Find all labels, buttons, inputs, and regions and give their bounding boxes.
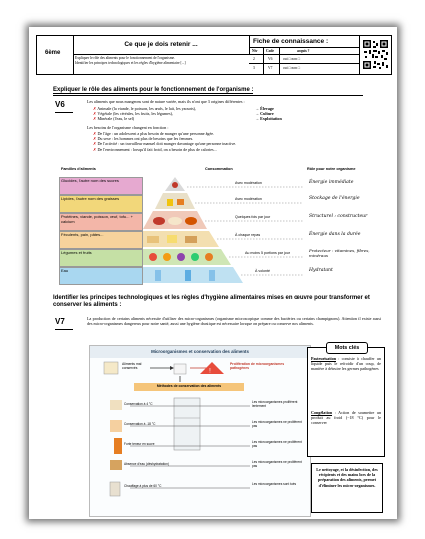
cross-bullet-icon: ✗ bbox=[93, 111, 97, 117]
section-2-code: V7 bbox=[55, 317, 73, 330]
col-role: Rôle pour notre organisme bbox=[307, 167, 356, 171]
section-1-heading: Expliquer le rôle des aliments pour le fonctionnement de l'organisme : bbox=[53, 87, 254, 93]
cross-bullet-icon: ✗ bbox=[93, 141, 97, 147]
micro-diagram bbox=[89, 345, 311, 517]
conso-proteines: Quelques fois par jour bbox=[235, 215, 271, 219]
section-2-heading: Identifier les principes technologiques et les règles d'hygiène alimentaires mises en œuvre pour transformer et conserver les aliments : bbox=[53, 295, 370, 308]
result-sucre: Les microorganismes ne prolifèrent pas bbox=[252, 440, 302, 448]
keywords-box bbox=[307, 347, 385, 457]
role-lipides: Stockage de l'énergie bbox=[309, 196, 360, 201]
header-table bbox=[36, 35, 392, 75]
conso-legumes: Au moins 5 portions par jour bbox=[245, 251, 290, 255]
grade-label: 6ème bbox=[45, 50, 61, 56]
col-acquis: acquis ? bbox=[297, 49, 310, 53]
def-congelation: Congélation : Action de soumettre un produit au froid (−18 °C) pour le conserver bbox=[311, 410, 382, 426]
method-18c: Conservation à -18 °C bbox=[124, 422, 156, 426]
row-1-code: V6 bbox=[268, 57, 273, 61]
conso-lipides: Avec modération bbox=[235, 197, 262, 201]
role-glucides: Énergie immédiate bbox=[309, 180, 354, 185]
hygiene-box bbox=[311, 463, 383, 513]
cross-bullet-icon: ✗ bbox=[93, 136, 97, 142]
family-lipides: Lipides, l'autre nom des graisses bbox=[59, 195, 143, 213]
cross-bullet-icon: ✗ bbox=[93, 146, 97, 152]
source-exploitation: Exploitation bbox=[260, 116, 282, 122]
origin-animal: ✗ Animale (la viande, le poisson, les œufs, le lait, les yaourts), bbox=[93, 106, 197, 111]
origin-sources: → Élevage → Culture → Exploitation bbox=[255, 106, 282, 122]
cross-bullet-icon: ✗ bbox=[93, 106, 97, 111]
micro-top-right: Prolifération de microorganismes pathogènes bbox=[230, 362, 285, 370]
family-eau: Eau bbox=[59, 267, 143, 285]
col-conso: Consommation bbox=[205, 167, 233, 171]
qr-code-icon bbox=[362, 39, 389, 70]
method-chauffage: Chauffage à plus de 60 °C bbox=[124, 484, 162, 488]
family-legumes-fruits: Légumes et fruits bbox=[59, 249, 143, 267]
document-page bbox=[29, 27, 397, 519]
objective-1: Expliquer le rôle des aliments pour le fonctionnement de l'organisme. bbox=[75, 56, 175, 60]
family-proteines: Protéines, viande, poisson, œuf, tofu... + calcium bbox=[59, 213, 143, 231]
conso-glucides: Avec modération bbox=[235, 181, 262, 185]
food-pyramid bbox=[55, 167, 379, 287]
role-eau: Hydratant bbox=[309, 268, 333, 273]
needs-intro: Les besoins de l'organisme changent en fonction : bbox=[87, 125, 169, 130]
section-1-code: V6 bbox=[55, 100, 73, 113]
keywords-title: Mots clés bbox=[326, 342, 368, 354]
method-sucre: Forte teneur en sucre bbox=[124, 442, 155, 446]
page-title: Ce que je dois retenir ... bbox=[124, 41, 198, 48]
cross-bullet-icon: ✗ bbox=[93, 131, 97, 136]
origin-mineral: ✗ Minérale (l'eau, le sel) bbox=[93, 116, 135, 122]
source-elevage: Élevage bbox=[260, 106, 274, 111]
col-niv: Niv bbox=[252, 49, 258, 53]
micro-title: Microorganismes et conservation des aliments bbox=[151, 349, 249, 354]
cross-bullet-icon: ✗ bbox=[93, 116, 97, 122]
role-legumes: Protecteur : vitamines, fibres, minéraux bbox=[309, 248, 370, 258]
micro-top-left: Aliments mal conservés bbox=[122, 362, 142, 370]
method-deshydratation: Absence d'eau (déshydratation) bbox=[124, 462, 169, 466]
result-18c: Les microorganismes ne prolifèrent pas bbox=[252, 420, 302, 428]
row-2-code: V7 bbox=[268, 66, 273, 70]
conso-feculents: À chaque repas bbox=[235, 233, 261, 237]
section-2-text: La production de certains aliments nécessite d'utiliser des micro-organismes (organisme microscopique comme des bactéries ou certains champignons). Attention il existe aussi des micro-organismes dangereux pour notre santé, aussi une hygiène drastique est nécessaire lorsque on prépare ou conserve nos aliments. bbox=[87, 316, 381, 327]
result-chauffage: Les microorganismes sont tués bbox=[252, 482, 297, 486]
origin-vegetal: ✗ Végétale (les céréales, les fruits, les légumes), bbox=[93, 111, 173, 117]
row-2-niv: 3 bbox=[253, 66, 255, 70]
svg-text:!: ! bbox=[209, 368, 211, 375]
conso-eau: À volonté bbox=[255, 269, 270, 273]
needs-list: ✗ De l'âge : un adolescent a plus besoin de manger qu'une personne âgée. ✗ Du sexe : les hommes ont plus de besoins que les femmes. ✗ De l'activité : un travailleur manuel doit manger davantage qu'une personne inactive. ✗ De l'environnement : lorsqu'il fait froid, on a besoin de plus de calories... bbox=[93, 131, 237, 152]
row-1-acquis[interactable]: oui □ non □ bbox=[283, 57, 301, 61]
row-2-acquis[interactable]: oui □ non □ bbox=[283, 66, 301, 70]
col-families: Familles d'aliments bbox=[61, 167, 96, 171]
fiche-title: Fiche de connaissance : bbox=[253, 38, 329, 45]
method-4c: Conservation à 4 °C bbox=[124, 402, 153, 406]
result-4c: Les microorganismes prolifèrent lentement bbox=[252, 400, 298, 408]
row-1-niv: 2 bbox=[253, 57, 255, 61]
micro-methods: Méthodes de conservation des aliments bbox=[156, 384, 222, 388]
micro-graphic bbox=[90, 358, 310, 516]
col-code: Code bbox=[266, 49, 274, 53]
hygiene-text: Le nettoyage, et la désinfection, des récipients et des mains lors de la préparation des aliments, permet d'éliminer les micro-organismes. bbox=[316, 467, 378, 488]
family-glucides: Glucides, l'autre nom des sucres bbox=[59, 177, 143, 195]
objective-2: Identifier les principes technologiques et les règles d'hygiène alimentaire [...] bbox=[75, 61, 186, 65]
def-pasteurisation: Pasteurisation : consiste à chauffer un liquide puis le refroidir d'un coup, de manière à détruire les germes pathogènes bbox=[311, 356, 381, 372]
family-feculents: Féculents, pain, pâtes... bbox=[59, 231, 143, 249]
role-feculents: Énergie dans la durée bbox=[309, 232, 361, 237]
role-proteines: Structurel : constructeur bbox=[309, 214, 368, 219]
intro-text: Les aliments que nous mangeons sont de nature variée, mais ils n'ont que 3 origines différentes : bbox=[87, 99, 245, 104]
result-deshydratation: Les microorganismes ne prolifèrent pas bbox=[252, 460, 302, 468]
source-culture: Culture bbox=[260, 111, 274, 117]
